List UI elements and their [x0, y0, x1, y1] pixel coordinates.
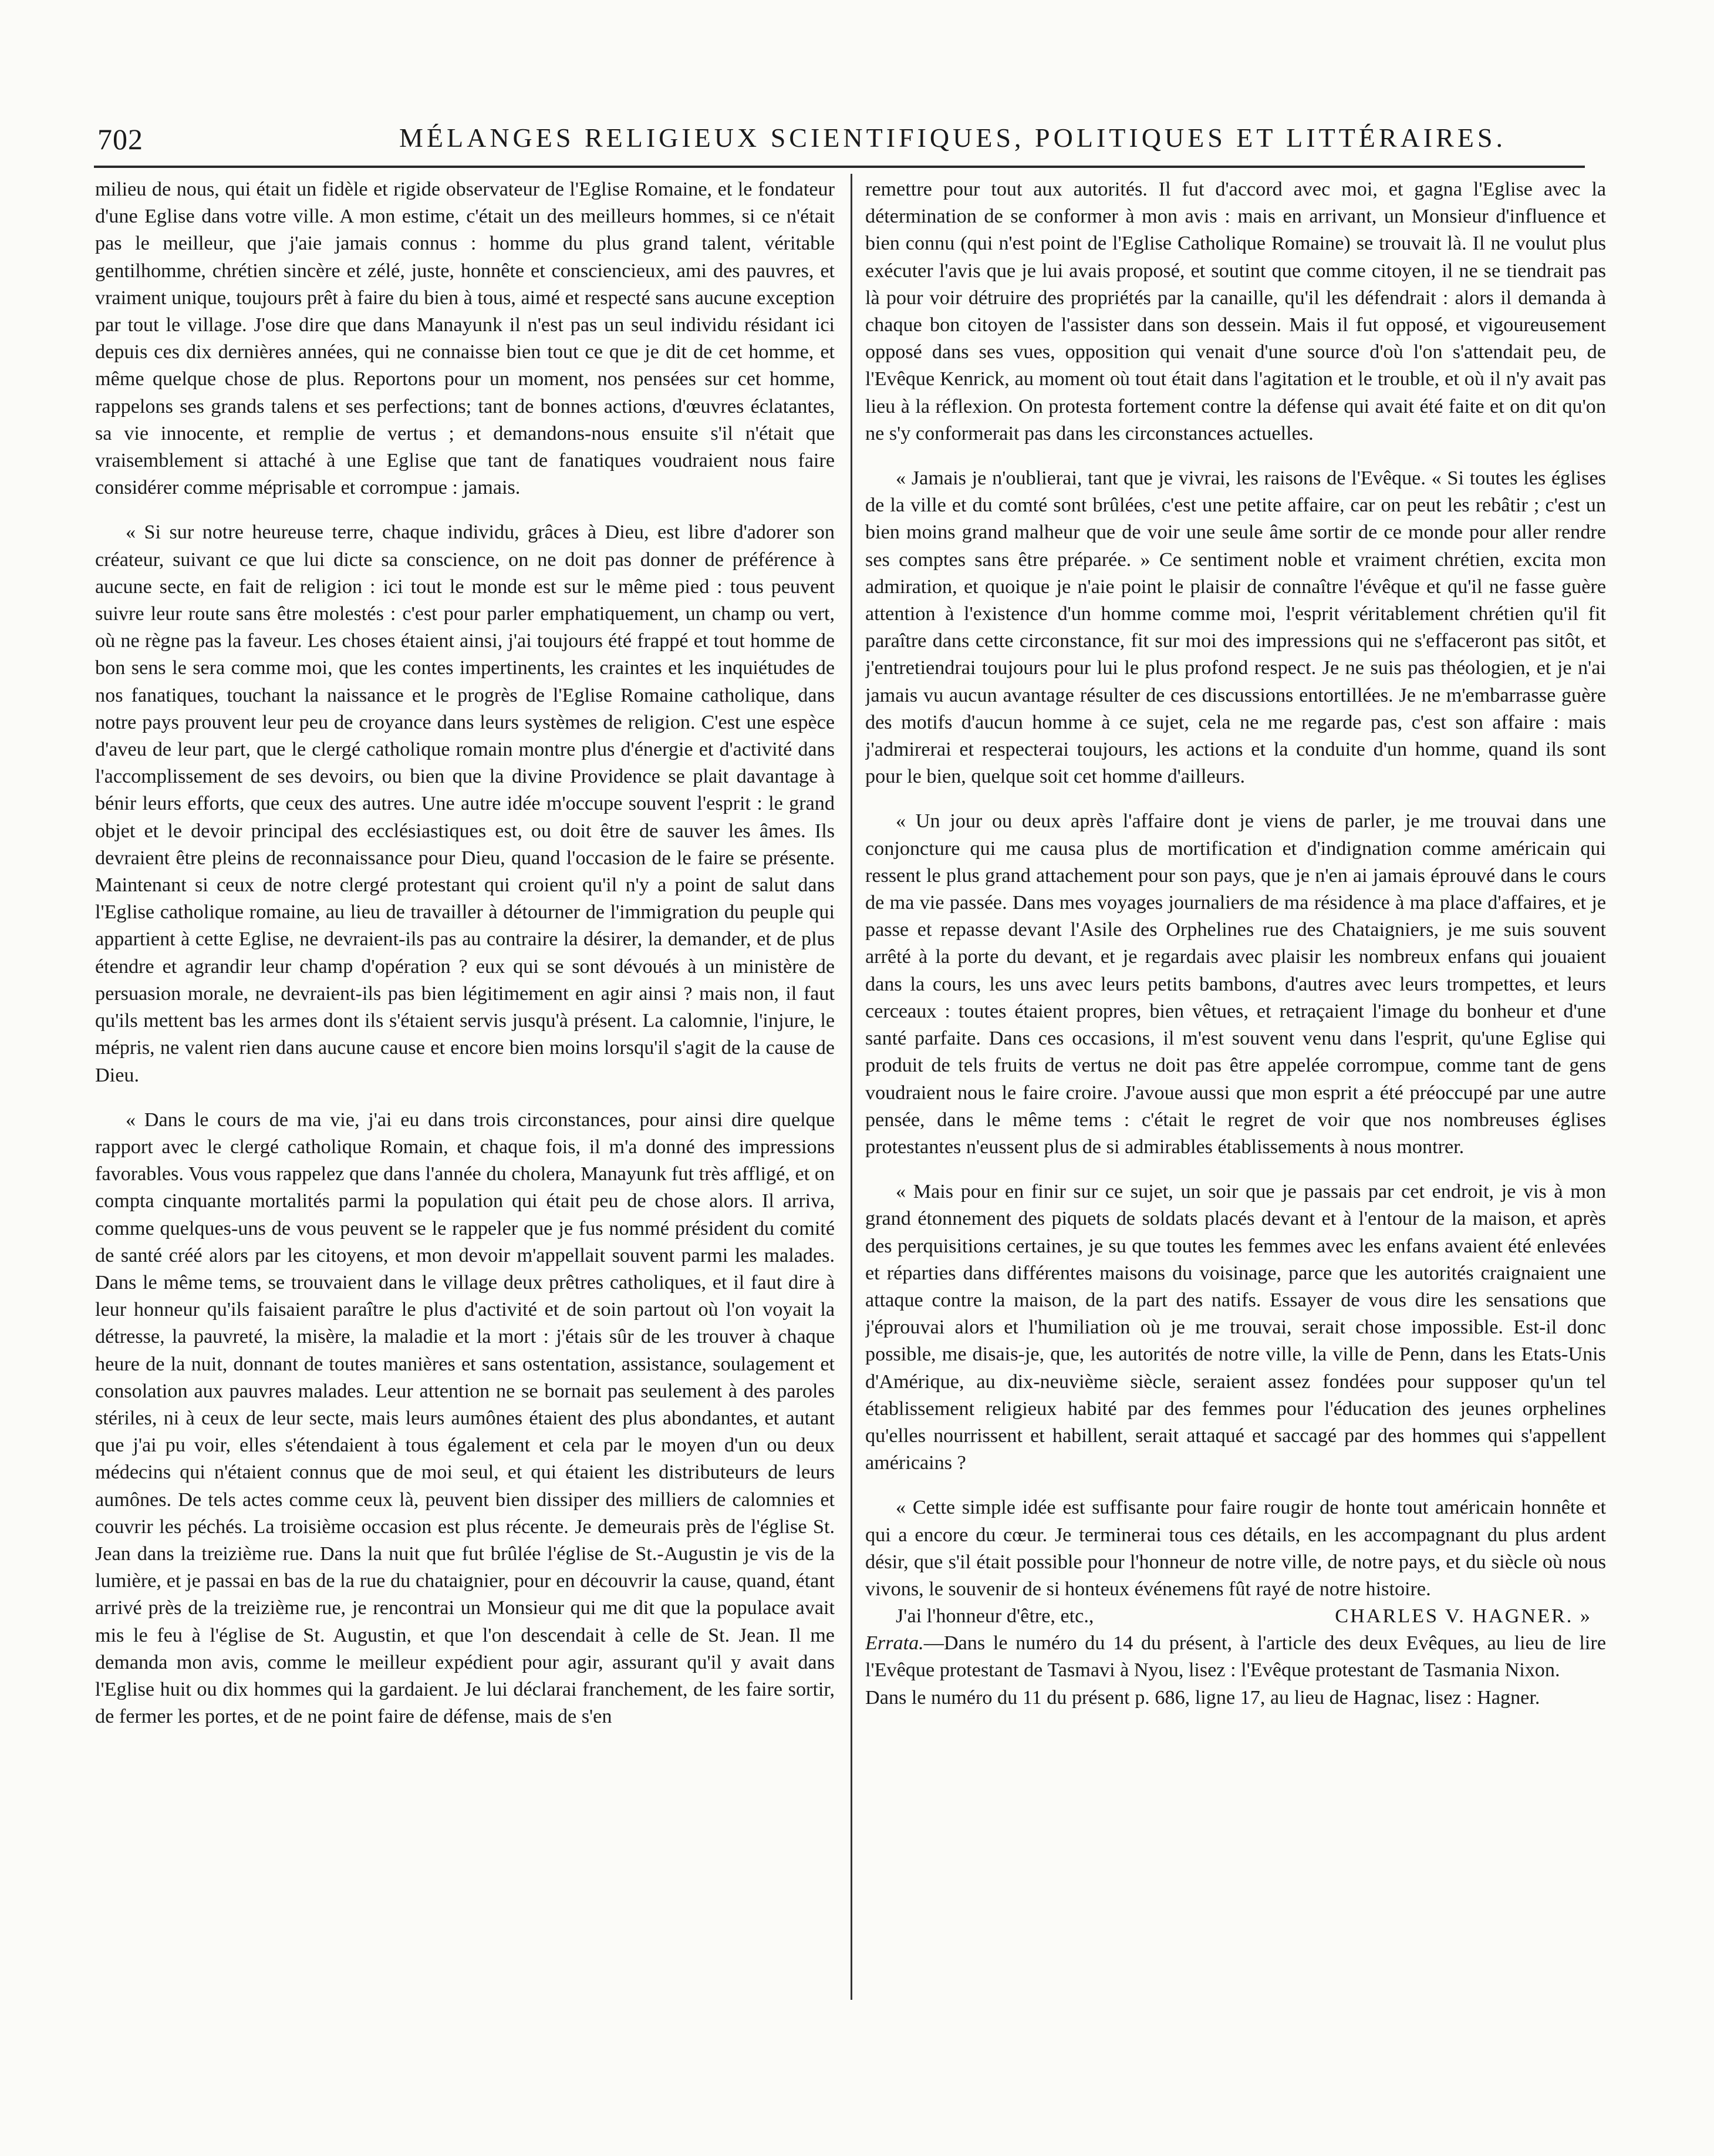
left-column	[95, 176, 835, 2114]
article-paragraph: « Dans le cours de ma vie, j'ai eu dans trois circonstances, pour ainsi dire quelque rapport avec le clergé catholique Romain, et chaque fois, il m'a donné des impressions favorables. Vous vous rappelez que dans l'année du cholera, Manayunk fut très affligé, et on compta cinquante mortalités parmi la population qui était peu de chose alors. Il arriva, comme quelques-uns de vous peuvent se le rappeler que je fus nommé président du comité de santé créé alors par les citoyens, et mon devoir m'appellait souvent parmi les malades. Dans le même tems, se trouvaient dans le village deux prêtres catholiques, et il faut dire à leur honneur qu'ils faisaient paraître le plus d'activité et de soin partout où l'on voyait la détresse, la pauvreté, la misère, la maladie et la mort : j'étais sûr de les trouver à chaque heure de la nuit, donnant de toutes manières et sans ostentation, assistance, soulagement et consolation aux pauvres malades. Leur attention ne se bornait pas seulement à des paroles stériles, ni à ceux de leur secte, mais leurs aumônes étaient des plus abondantes, et autant que j'ai pu voir, elles s'étendaient à tous également et cela par le moyen d'un ou deux médecins qui n'étaient connus que de moi seul, et qui étaient les distributeurs de leurs aumônes. De tels actes comme ceux là, peuvent bien dissiper des milliers de calomnies et couvrir les péchés. La troisième occasion est plus récente. Je demeurais près de l'église St. Jean dans la treizième rue. Dans la nuit que fut brûlée l'église de St.-Augustin je vis de la lumière, et je passai en bas de la rue du chataignier, pour en découvrir la cause, quand, étant arrivé près de la treizième rue, je rencontrai un Monsieur qui me dit que la populace avait mis le feu à l'église de St. Augustin, et que l'on descendait à celle de St. Jean. Il me demanda mon avis, comme le meilleur expédient pour agir, assurant qu'il y avait dans l'Eglise huit ou dix hommes qui la gardaient. Je lui déclarai franchement, de les faire sortir, de fermer les portes, et de ne point faire de défense, mais de s'en	[95, 1109, 835, 1728]
errata-note-second: Dans le numéro du 11 du présent p. 686, ligne 17, au lieu de Hagnac, lisez : Hagner.	[865, 1686, 1540, 1709]
right-column	[865, 176, 1606, 2114]
errata-note	[865, 1630, 1606, 1684]
article-paragraph: « Mais pour en finir sur ce sujet, un soir que je passais par cet endroit, je vis à mon grand étonnement des piquets de soldats placés devant et à l'entour de la maison, et après des perquisitions certaines, je su que toutes les femmes avec les enfans avaient été enlevées et réparties dans différentes maisons du voisinage, parce que les autorités craignaient une attaque contre la maison, de la part des natifs. Essayer de vous dire les sensations que j'éprouvai alors et l'humiliation où je me trouvai, serait chose impossible. Est-il donc possible, me disais-je, que, les autorités de notre ville, la ville de Penn, dans les Etats-Unis d'Amérique, au dix-neuvième siècle, seraient assez fondées pour supposer qu'un tel établissement religieux habité par des femmes pour l'éducation des jeunes orphelines qu'elles nourrissent et habillent, serait attaqué et saccagé par des hommes qui s'appellent américains ?	[865, 1181, 1606, 1474]
page-number: 702	[97, 123, 143, 156]
author-signature: CHARLES V. HAGNER. »	[1335, 1605, 1592, 1628]
page-header	[94, 117, 1585, 159]
article-paragraph: milieu de nous, qui était un fidèle et rigide observateur de l'Eglise Romaine, et le fondateur d'une Eglise dans votre ville. A mon estime, c'était un des meilleurs hommes, si ce n'était pas le meilleur, que j'aie jamais connus : homme du plus grand talent, véritable gentilhomme, chrétien sincère et zélé, juste, honnête et consciencieux, ami des pauvres, et vraiment unique, toujours prêt à faire du bien à tous, aimé et respecté sans aucune exception par tout le village. J'ose dire que dans Manayunk il n'est pas un seul individu résidant ici depuis ces dix dernières années, qui ne connaisse bien tout ce que je dit de cet homme, et même quelque chose de plus. Reportons pour un moment, nos pensées sur cet homme, rappelons ses grands talens et ses perfections; tant de bonnes actions, d'œuvres éclatantes, sa vie innocente, et remplie de vertus ; et demandons-nous ensuite s'il n'était que vraisemblement si attaché à une Eglise que tant de fanatiques voudraient nous faire considérer comme méprisable et corrompue : jamais.	[95, 178, 835, 499]
header-rule	[94, 166, 1585, 168]
closing-formula: J'ai l'honneur d'être, etc.,	[896, 1605, 1094, 1628]
signature-line	[865, 1603, 1606, 1630]
article-paragraph: « Si sur notre heureuse terre, chaque individu, grâces à Dieu, est libre d'adorer son créateur, suivant ce que lui dicte sa conscience, on ne doit pas donner de préférence à aucune secte, en fait de religion : ici tout le monde est sur le même pied : tous peuvent suivre leur route sans être molestés : c'est pour parler emphatiquement, un champ ou vert, où ne règne pas la faveur. Les choses étaient ainsi, j'ai toujours été frappé et tout homme de bon sens le sera comme moi, que les contes impertinents, les craintes et les inquiétudes de nos fanatiques, touchant la naissance et le progrès de l'Eglise Romaine catholique, dans notre pays prouvent leur peu de croyance dans leurs systèmes de religion. C'est une espèce d'aveu de leur part, que le clergé catholique romain montre plus d'énergie et d'activité dans l'accomplissement de ses devoirs, ou bien que la divine Providence se plait davantage à bénir leurs efforts, que ceux des autres. Une autre idée m'occupe souvent l'esprit : le grand objet et le devoir principal des ecclésiastiques est, ou doit être de sauver les âmes. Ils devraient être pleins de reconnaissance pour Dieu, quand l'occasion de le faire se présente. Maintenant si ceux de notre clergé protestant qui croient qu'il n'y a point de salut dans l'Eglise catholique romaine, au lieu de travailler à détourner de l'immigration du peuple qui appartient à cette Eglise, ne devraient-ils pas au contraire la désirer, la demander, et de plus étendre et agrandir leur champ d'opération ? eux qui se sont dévoués à un ministère de persuasion morale, ne devraient-ils pas bien légitimement en agir ainsi ? mais non, il faut qu'ils mettent bas les armes dont ils s'étaient servis jusqu'à présent. La calomnie, l'injure, le mépris, ne valent rien dans aucune cause et encore bien moins lorsqu'il s'agit de la cause de Dieu.	[95, 521, 835, 1086]
running-title: MÉLANGES RELIGIEUX SCIENTIFIQUES, POLITIQUES ET LITTÉRAIRES.	[399, 123, 1506, 153]
column-divider	[851, 174, 852, 2000]
article-paragraph: « Un jour ou deux après l'affaire dont je viens de parler, je me trouvai dans une conjoncture qui me causa plus de mortification et d'indignation comme américain qui ressent le plus grand attachement pour son pays, que je n'en ai jamais éprouvé dans le cours de ma vie passée. Dans mes voyages journaliers de ma résidence à ma place d'affaires, et je passe et repasse devant l'Asile des Orphelines rue des Chataigniers, je me suis souvent arrêté à la porte du devant, et je regardais avec plaisir les nombreux enfans qui jouaient dans la cours, les uns avec leurs petits bambons, d'autres avec leurs trompettes, et leurs cerceaux : toutes étaient propres, bien vêtues, et retraçaient l'image du bonheur et d'une santé parfaite. Dans ces occasions, il m'est souvent venu dans l'esprit, qu'une Eglise qui produit de tels fruits de vertus ne doit pas être appelée corrompue, comme tant de gens voudraient nous le faire croire. J'avoue aussi que mon esprit a été préoccupé par une autre pensée, dans le même tems : c'était le regret de voir que nos nombreuses églises protestantes n'eussent plus de si admirables établissements à nous montrer.	[865, 810, 1606, 1158]
article-paragraph: « Jamais je n'oublierai, tant que je vivrai, les raisons de l'Evêque. « Si toutes les églises de la ville et du comté sont brûlées, c'est une petite affaire, car on peut les rebâtir ; c'est un bien moins grand malheur que de voir une seule âme sortir de ce monde pour aller rendre ses comptes sans être préparée. » Ce sentiment noble et vraiment chrétien, excita mon admiration, et quoique je n'aie point le plaisir de connaître l'évêque et qu'il ne fasse guère attention à l'existence d'un homme comme moi, l'esprit véritablement chrétien qu'il fit paraître dans cette circonstance, fit sur moi des impressions qui ne s'effaceront pas sitôt, et j'entretiendrai toujours pour lui le plus profond respect. Je ne suis pas théologien, et je n'ai jamais vu aucun avantage résulter de ces discussions entortillées. Je ne m'embarrasse guère des motifs d'aucun homme à ce sujet, cela ne me regarde pas, c'est son affaire : mais j'admirerai et respecterai toujours, les actions et la conduite d'un homme, quand ils sont pour le bien, quelque soit cet homme d'ailleurs.	[865, 467, 1606, 788]
errata-label: Errata.	[865, 1632, 924, 1655]
article-paragraph: « Cette simple idée est suffisante pour faire rougir de honte tout américain honnête et qui a encore du cœur. Je terminerai tous ces détails, en les accompagnant du plus ardent désir, que s'il était possible pour l'honneur de notre ville, de notre pays, et du siècle où nous vivons, le souvenir de si honteux événemens fût rayé de notre histoire.	[865, 1497, 1606, 1600]
article-paragraph: remettre pour tout aux autorités. Il fut d'accord avec moi, et gagna l'Eglise avec la détermination de se conformer à mon avis : mais en arrivant, un Monsieur d'influence et bien connu (qui n'est point de l'Eglise Catholique Romaine) se trouvait là. Il ne voulut plus exécuter l'avis que je lui avais proposé, et soutint que comme citoyen, il ne se tiendrait pas là pour voir détruire des propriétés par la canaille, qu'il les défendrait : alors il demanda à chaque bon citoyen de l'assister dans son dessein. Mais il fut opposé, et vigoureusement opposé dans ses vues, opposition qui venait d'une source d'où l'on s'attendait peu, de l'Evêque Kenrick, au moment où tout était dans l'agitation et le trouble, et où il n'y avait pas lieu à la réflexion. On protesta fortement contre la défense qui avait été faite et on dit qu'on ne s'y conformerait pas dans les circonstances actuelles.	[865, 178, 1606, 444]
errata-text: —Dans le numéro du 14 du présent, à l'article des deux Evêques, au lieu de lire l'Evêque protestant de Tasmavi à Nyou, lisez : l'Evêque protestant de Tasmania Nixon.	[865, 1632, 1606, 1682]
